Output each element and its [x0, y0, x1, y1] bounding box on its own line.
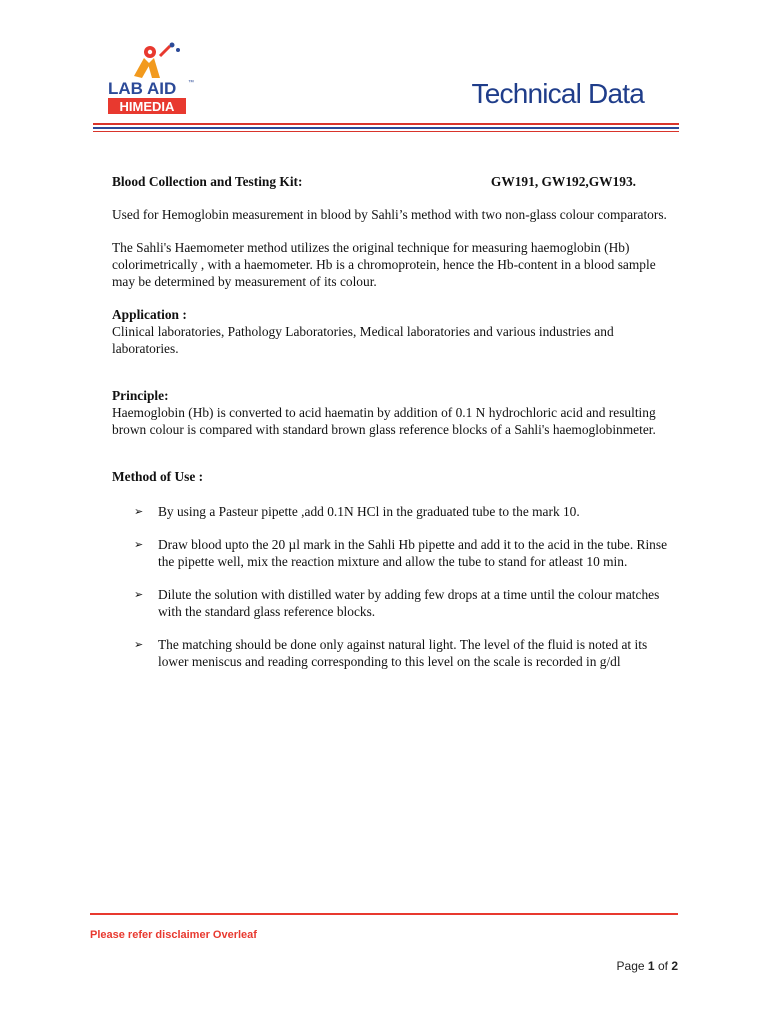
- page-of: of: [657, 959, 668, 973]
- intro-paragraph: Used for Hemoglobin measurement in blood by Sahli’s method with two non-glass colour comparators.: [112, 207, 667, 222]
- page-label: Page: [616, 959, 645, 973]
- method-step-text: Draw blood upto the 20 µl mark in the Sahli Hb pipette and add it to the acid in the tube. Rinse the pipette well, mix the reaction mixture and allow the tube to stand for atleast 10 min.: [158, 537, 668, 569]
- disclaimer-note: Please refer disclaimer Overleaf: [90, 929, 257, 941]
- method-steps-list: [112, 503, 672, 670]
- svg-text:LAB AID: LAB AID: [108, 79, 177, 98]
- header-rule-blue: [93, 127, 679, 129]
- method-step: [112, 503, 672, 520]
- footer-rule: [90, 913, 678, 915]
- page-total: 2: [671, 959, 678, 973]
- header-rule-red-thin: [93, 131, 679, 132]
- application-title: Application :: [112, 307, 187, 322]
- arrow-bullet-icon: ➢: [134, 588, 144, 601]
- principle-title: Principle:: [112, 388, 169, 403]
- method-step: [112, 536, 672, 570]
- application-text: Clinical laboratories, Pathology Laboratories, Medical laboratories and various industries and laboratories.: [112, 324, 614, 356]
- page-number: [617, 959, 678, 973]
- method-step-text: Dilute the solution with distilled water by adding few drops at a time until the colour matches with the standard glass reference blocks.: [158, 587, 660, 619]
- description-paragraph: The Sahli's Haemometer method utilizes the original technique for measuring haemoglobin (Hb) colorimetrically , with a haemometer. Hb is a chromoprotein, hence the Hb-content in a blood sample may be determined by measurement of its colour.: [112, 240, 656, 289]
- kit-codes: GW191, GW192,GW193.: [490, 174, 636, 189]
- svg-text:™: ™: [188, 80, 194, 86]
- header-title: Technical Data: [471, 78, 644, 109]
- header-rule-red: [93, 123, 679, 125]
- method-step: [112, 636, 672, 670]
- arrow-bullet-icon: ➢: [134, 505, 144, 518]
- arrow-bullet-icon: ➢: [134, 538, 144, 551]
- page-current: 1: [647, 959, 655, 973]
- kit-name: Blood Collection and Testing Kit:: [112, 174, 303, 189]
- labaid-himedia-logo: [104, 40, 200, 116]
- arrow-bullet-icon: ➢: [134, 638, 144, 651]
- document-body: [112, 173, 672, 686]
- method-step-text: The matching should be done only against natural light. The level of the fluid is noted at its lower meniscus and reading corresponding to this level on the scale is recorded in g/dl: [158, 637, 648, 669]
- svg-text:HIMEDIA: HIMEDIA: [119, 99, 175, 114]
- method-step: [112, 586, 672, 620]
- principle-text: Haemoglobin (Hb) is converted to acid haematin by addition of 0.1 N hydrochloric acid and resulting brown colour is compared with standard brown glass reference blocks of a Sahli's haemoglobinmeter.: [112, 405, 656, 437]
- kit-title-line: [112, 173, 672, 190]
- method-title: Method of Use :: [112, 469, 204, 484]
- method-step-text: By using a Pasteur pipette ,add 0.1N HCl in the graduated tube to the mark 10.: [158, 504, 580, 519]
